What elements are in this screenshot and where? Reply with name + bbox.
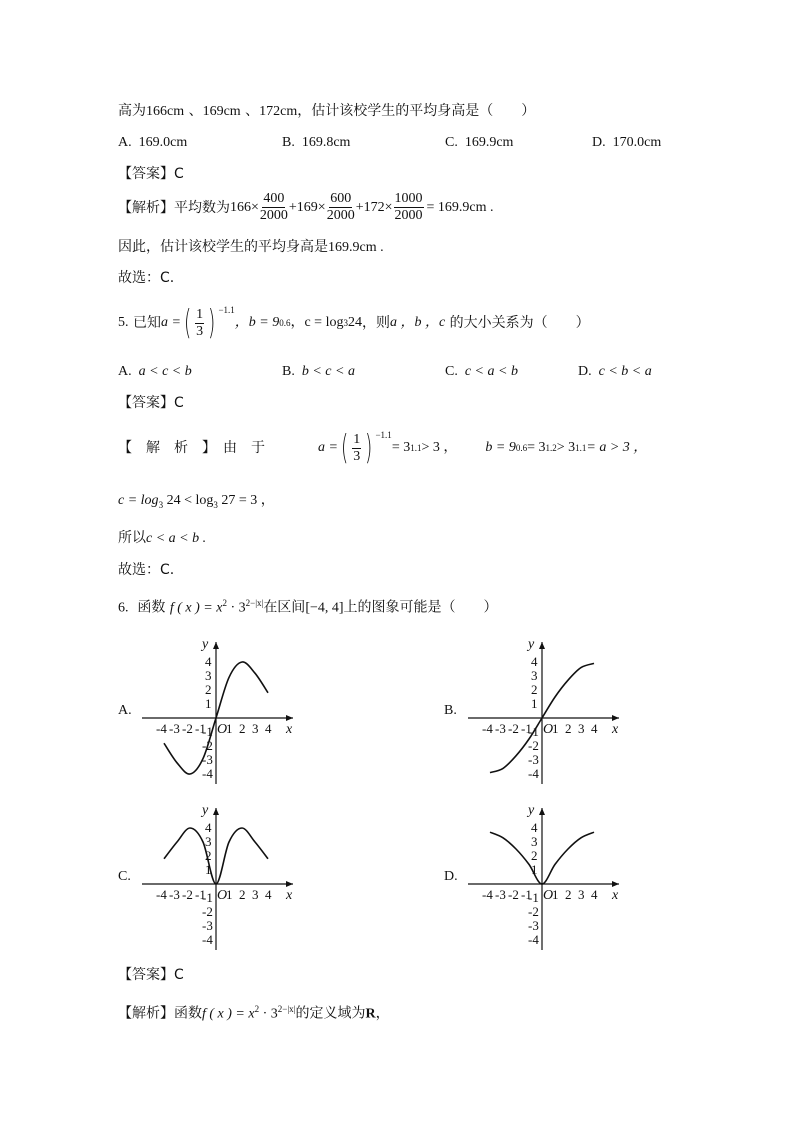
option-value: b < c < a (301, 364, 355, 379)
y-axis-label: y (202, 803, 209, 818)
b-eq: ，b = 9 (234, 315, 280, 330)
x-axis-arrow (612, 881, 619, 887)
y-tick-label: 1 (205, 862, 212, 877)
y-tick-label: -2 (202, 904, 213, 919)
analysis-label: 【 解 析 】 由 于 (118, 440, 265, 456)
x-tick-label: -4 (482, 721, 493, 736)
y-tick-label: 3 (531, 834, 538, 849)
origin-label: O (543, 722, 554, 737)
fraction (352, 433, 361, 464)
exponent: 2−|x| (277, 1004, 296, 1014)
q6-stem (118, 599, 498, 616)
log-base: 3 (343, 317, 348, 328)
log-base: 3 (158, 499, 164, 510)
y-axis-arrow (539, 642, 545, 649)
q5-analysis (118, 428, 648, 468)
y-tick-label: -1 (202, 724, 213, 739)
exponent: 0.6 (515, 442, 528, 453)
numerator: 1 (196, 306, 204, 322)
x-tick-label: 3 (578, 721, 585, 736)
q5-stem (118, 303, 590, 343)
x-axis-label: x (286, 722, 293, 737)
y-tick-label: 1 (205, 696, 212, 711)
exponent: 2 (254, 1004, 260, 1014)
y-tick-label: -2 (202, 738, 213, 753)
x-tick-label: 1 (226, 721, 233, 736)
chart-option-label: A. (118, 703, 132, 718)
term: +169× (288, 199, 326, 215)
analysis-text: ， (375, 1005, 390, 1022)
x-tick-label: -2 (182, 887, 193, 902)
x-tick-label: -3 (169, 721, 180, 736)
x-tick-label: -2 (182, 721, 193, 736)
x-tick-label: -3 (495, 721, 506, 736)
stem-text: 高为 (118, 103, 146, 119)
q5-c-line (118, 494, 275, 510)
x-axis-label: x (612, 888, 619, 903)
y-tick-label: 2 (205, 848, 212, 863)
option-label: D. (578, 364, 592, 379)
fraction (327, 192, 355, 223)
x-tick-label: -2 (508, 887, 519, 902)
y-tick-label: -1 (528, 724, 539, 739)
numerator: 400 (263, 191, 285, 206)
option-value: c < a < b (464, 364, 518, 379)
y-tick-label: 3 (531, 668, 538, 683)
origin-label: O (543, 888, 554, 903)
right-paren: ) (208, 303, 216, 343)
expr: 24 < log (163, 493, 214, 508)
x-axis-label: x (612, 722, 619, 737)
y-tick-label: 2 (531, 682, 538, 697)
a-eq: a = (160, 315, 181, 330)
left-paren: ( (183, 303, 192, 343)
stem-text: 上的图象可能是（ ） (343, 599, 498, 616)
option-label: C. (445, 364, 458, 379)
option-b (282, 136, 350, 150)
expr: c = log (118, 493, 159, 508)
y-tick-label: 2 (531, 848, 538, 863)
log-arg: 24 (347, 315, 362, 330)
y-tick-label: -1 (528, 890, 539, 905)
so-text: 所以 (118, 530, 146, 546)
function-expr: f ( x ) = x (169, 600, 223, 616)
option-d (578, 365, 652, 379)
q4-select: 故选：C. (118, 270, 175, 286)
so-expr: c < a < b . (146, 531, 207, 546)
fraction (394, 192, 424, 223)
chart-c (118, 802, 308, 952)
analysis-label: 【解析】函数 (118, 1005, 202, 1022)
option-label: A. (118, 364, 132, 379)
option-a (118, 136, 187, 150)
option-b (282, 365, 355, 379)
exponent: −1.1 (218, 305, 235, 315)
q6-answer: 【答案】C (118, 967, 184, 983)
fraction (260, 192, 288, 223)
y-tick-label: 1 (531, 862, 538, 877)
exponent: 1.1 (575, 442, 587, 453)
x-tick-label: 2 (565, 721, 572, 736)
x-tick-label: -4 (482, 887, 493, 902)
y-tick-label: -2 (528, 904, 539, 919)
y-tick-label: -4 (202, 766, 213, 781)
x-tick-label: -1 (521, 887, 532, 902)
b-eq: b = 9 (485, 440, 516, 455)
separator: 、 (188, 103, 203, 119)
q4-stem-line (118, 104, 535, 119)
x-tick-label: 1 (552, 887, 559, 902)
x-tick-label: -1 (195, 721, 206, 736)
x-tick-label: -4 (156, 887, 167, 902)
numerator: 1000 (394, 191, 423, 206)
option-label: B. (282, 135, 295, 150)
exponent: 0.6 (279, 317, 291, 328)
y-axis-arrow (213, 808, 219, 815)
y-axis-label: y (528, 803, 535, 818)
denominator: 2000 (394, 208, 423, 223)
expr: = 3 (527, 440, 546, 455)
exponent: 2−|x| (245, 598, 264, 608)
fraction (195, 308, 204, 339)
question-number: 5. (118, 315, 129, 330)
option-a (118, 365, 192, 379)
y-tick-label: 3 (205, 834, 212, 849)
function-expr: · 3 (226, 600, 246, 616)
y-tick-label: 4 (531, 654, 538, 669)
origin-label: O (217, 722, 228, 737)
y-tick-label: 4 (531, 820, 538, 835)
graph-a (118, 636, 308, 786)
conclusion-value: 169.9cm . (328, 240, 384, 255)
x-tick-label: 4 (591, 887, 598, 902)
separator: 、 (245, 103, 260, 119)
denominator: 2000 (326, 208, 355, 223)
denominator: 3 (353, 448, 361, 464)
x-axis-arrow (286, 881, 293, 887)
x-tick-label: 3 (252, 887, 259, 902)
stem-text: ，则 (361, 315, 390, 331)
q5-so (118, 531, 206, 546)
y-axis-arrow (213, 642, 219, 649)
analysis-text: 的定义域为 (295, 1005, 366, 1022)
y-tick-label: -1 (202, 890, 213, 905)
y-tick-label: 2 (205, 682, 212, 697)
expr: > 3 ， (421, 440, 458, 455)
x-tick-label: 2 (239, 721, 246, 736)
y-tick-label: 1 (531, 696, 538, 711)
option-value: a < c < b (138, 364, 192, 379)
exponent: 1.2 (545, 442, 557, 453)
stem-text: ，估计该校学生的平均身高是（ ） (297, 103, 536, 119)
interval: [−4, 4] (305, 600, 344, 616)
option-value: 170.0cm (612, 135, 662, 150)
x-tick-label: 2 (239, 887, 246, 902)
stem-text: 已知 (132, 315, 161, 331)
chart-option-label: C. (118, 869, 131, 884)
analysis-label: 【解析】平均数为 (118, 199, 230, 216)
option-label: A. (118, 135, 132, 150)
q4-conclusion (118, 240, 384, 255)
stem-text: 函数 (137, 599, 166, 616)
x-tick-label: -1 (195, 887, 206, 902)
y-tick-label: 4 (205, 820, 212, 835)
origin-label: O (217, 888, 228, 903)
x-tick-label: -3 (169, 887, 180, 902)
height-value-1: 166cm (146, 104, 185, 119)
chart-d (444, 802, 634, 952)
chart-a (118, 636, 308, 786)
x-tick-label: 1 (226, 887, 233, 902)
term: 166× (230, 199, 259, 215)
x-tick-label: 3 (578, 887, 585, 902)
stem-text: 的大小关系为（ ） (449, 315, 590, 331)
y-tick-label: -3 (202, 752, 213, 767)
y-tick-label: 4 (205, 654, 212, 669)
x-tick-label: 2 (565, 887, 572, 902)
denominator: 2000 (259, 208, 288, 223)
numerator: 600 (330, 191, 352, 206)
option-label: C. (445, 135, 458, 150)
y-tick-label: -4 (528, 932, 539, 947)
expr: = 3 (391, 440, 411, 455)
graph-c (118, 802, 308, 952)
height-value-3: 172cm (259, 104, 298, 119)
expr: > 3 (556, 440, 576, 455)
y-tick-label: -4 (528, 766, 539, 781)
denominator: 3 (196, 323, 204, 339)
conclusion-text: 因此，估计该校学生的平均身高是 (118, 239, 328, 255)
x-tick-label: 3 (252, 721, 259, 736)
expr: 27 = 3 ， (217, 493, 275, 508)
exponent: 1.1 (410, 442, 422, 453)
q4-answer: 【答案】C (118, 166, 184, 182)
chart-option-label: B. (444, 703, 457, 718)
exponent: 2 (222, 598, 227, 608)
left-paren: ( (340, 428, 349, 468)
x-tick-label: 1 (552, 721, 559, 736)
option-label: B. (282, 364, 295, 379)
y-tick-label: -3 (528, 918, 539, 933)
height-value-2: 169cm (202, 104, 241, 119)
option-label: D. (592, 135, 606, 150)
option-d (592, 136, 661, 150)
x-tick-label: -1 (521, 721, 532, 736)
x-tick-label: 4 (265, 721, 272, 736)
x-axis-label: x (286, 888, 293, 903)
x-axis-arrow (286, 715, 293, 721)
question-number: 6. (118, 600, 129, 616)
c-eq: ，c = log (290, 315, 344, 330)
x-axis-arrow (612, 715, 619, 721)
option-c (445, 136, 513, 150)
graph-b (444, 636, 634, 786)
chart-option-label: D. (444, 869, 458, 884)
x-tick-label: 4 (591, 721, 598, 736)
log-base: 3 (213, 499, 218, 510)
option-value: 169.9cm (464, 135, 514, 150)
y-axis-arrow (539, 808, 545, 815)
variables: a ，b ，c (389, 315, 446, 330)
chart-b (444, 636, 634, 786)
y-tick-label: -2 (528, 738, 539, 753)
term: +172× (355, 199, 393, 215)
y-tick-label: -4 (202, 932, 213, 947)
x-tick-label: -2 (508, 721, 519, 736)
option-value: c < b < a (598, 364, 652, 379)
expr: = a > 3 ， (586, 440, 648, 455)
a-eq: a = (318, 440, 338, 455)
x-tick-label: -4 (156, 721, 167, 736)
y-tick-label: -3 (202, 918, 213, 933)
option-value: 169.0cm (138, 135, 188, 150)
function-expr: f ( x ) = x (202, 1006, 255, 1022)
y-axis-label: y (528, 637, 535, 652)
x-tick-label: -3 (495, 887, 506, 902)
y-tick-label: 3 (205, 668, 212, 683)
right-paren: ) (365, 428, 373, 468)
q5-select: 故选：C. (118, 562, 175, 578)
exponent: −1.1 (375, 430, 392, 440)
function-expr: · 3 (259, 1006, 278, 1022)
q4-analysis (118, 192, 494, 223)
x-tick-label: 4 (265, 887, 272, 902)
q5-answer: 【答案】C (118, 395, 184, 411)
domain-symbol: R (365, 1006, 376, 1022)
graph-d (444, 802, 634, 952)
y-tick-label: -3 (528, 752, 539, 767)
stem-text: 在区间 (263, 599, 306, 616)
option-c (445, 365, 518, 379)
option-value: 169.8cm (301, 135, 351, 150)
y-axis-label: y (202, 637, 209, 652)
result: = 169.9cm . (426, 199, 494, 215)
q6-analysis (118, 1005, 390, 1022)
numerator: 1 (353, 431, 361, 447)
